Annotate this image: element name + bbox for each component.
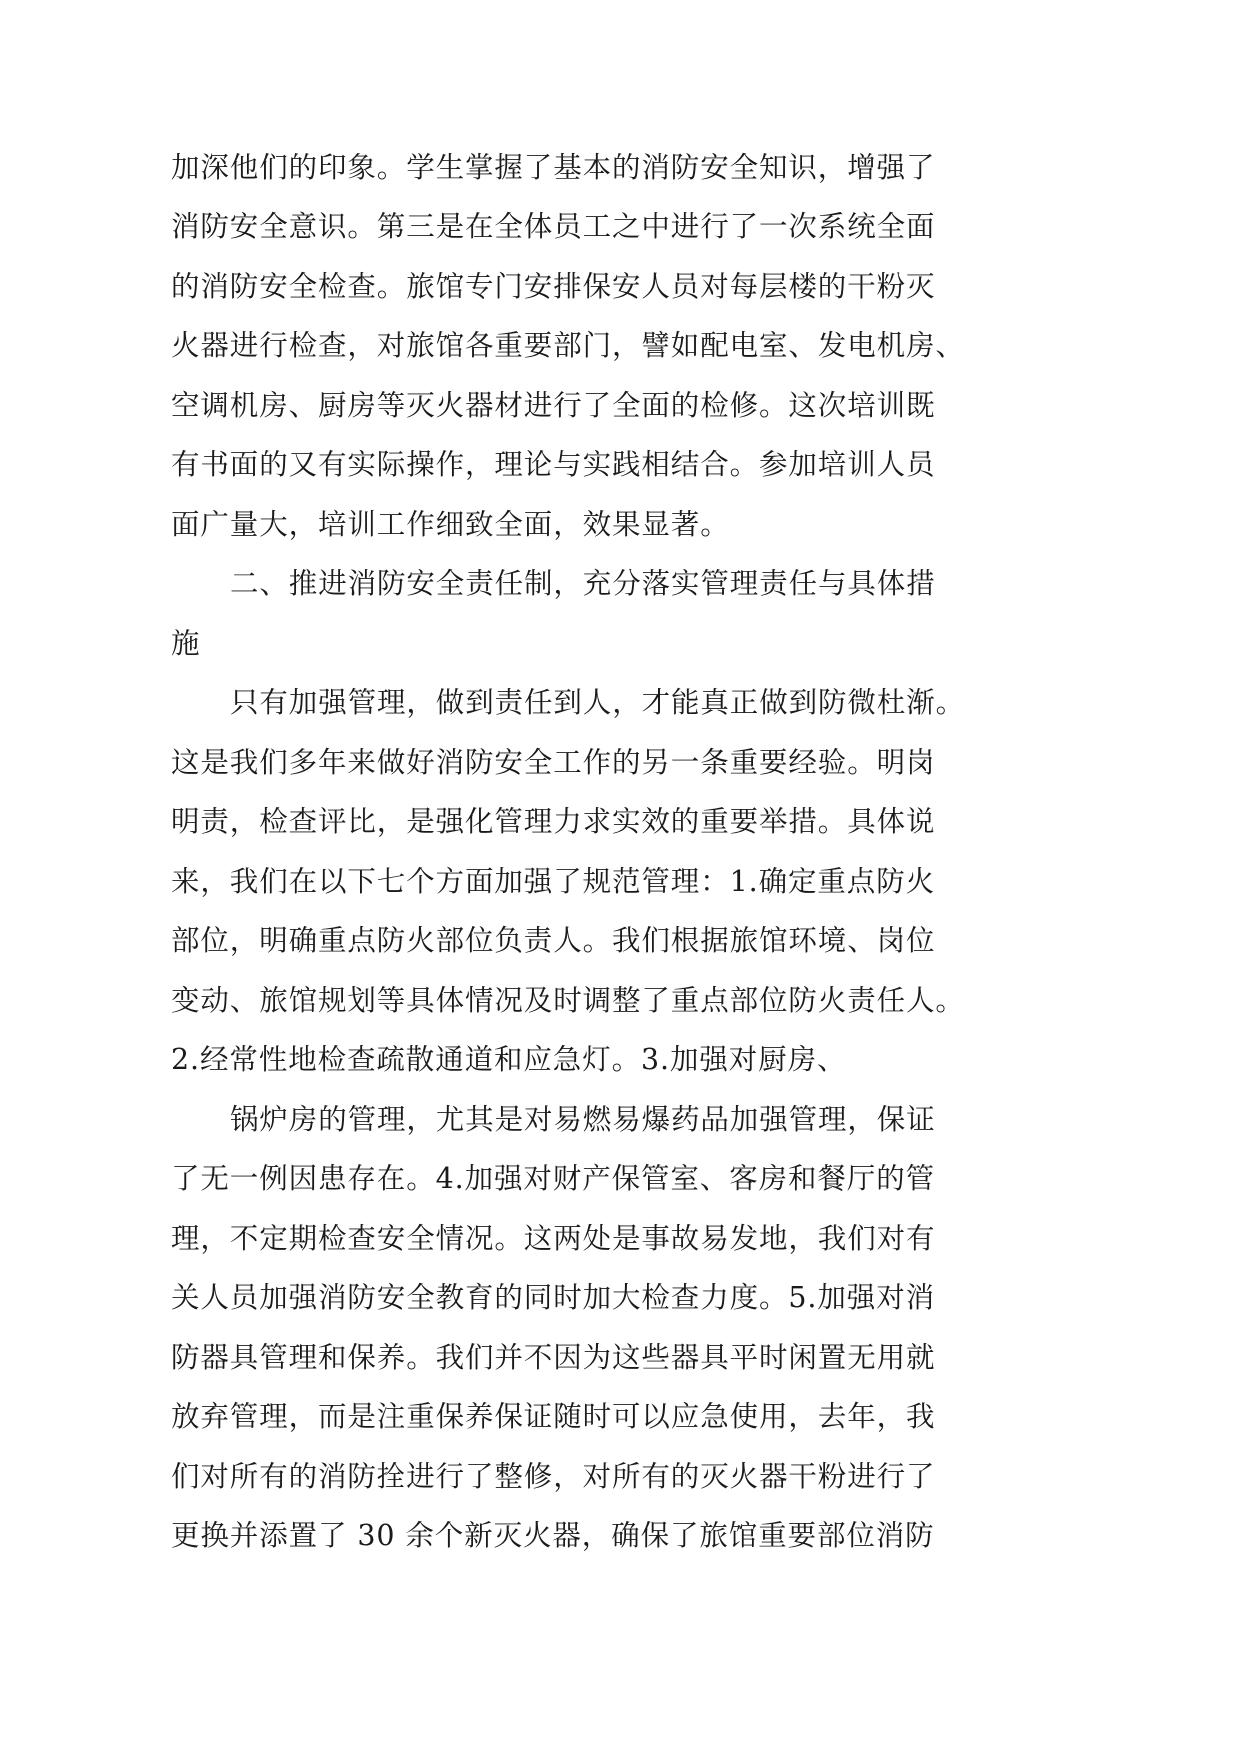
text-line: 面广量大，培训工作细致全面，效果显著。 bbox=[171, 508, 730, 541]
text-line: 更换并添置了 30 余个新灭火器，确保了旅馆重要部位消防 bbox=[171, 1519, 935, 1552]
text-line: 来，我们在以下七个方面加强了规范管理：1.确定重点防火 bbox=[171, 865, 935, 898]
section-heading-line: 施 bbox=[171, 627, 201, 660]
text-line: 了无一例因患存在。4.加强对财产保管室、客房和餐厅的管 bbox=[171, 1162, 935, 1195]
text-line: 理，不定期检查安全情况。这两处是事故易发地，我们对有 bbox=[171, 1222, 936, 1255]
text-line: 这是我们多年来做好消防安全工作的另一条重要经验。明岗 bbox=[171, 746, 936, 779]
text-line: 空调机房、厨房等灭火器材进行了全面的检修。这次培训既 bbox=[171, 389, 936, 422]
text-line: 加深他们的印象。学生掌握了基本的消防安全知识，增强了 bbox=[171, 151, 936, 184]
text-line: 们对所有的消防拴进行了整修，对所有的灭火器干粉进行了 bbox=[171, 1460, 936, 1493]
text-line: 变动、旅馆规划等具体情况及时调整了重点部位防火责任人。 bbox=[171, 984, 965, 1017]
text-line: 锅炉房的管理，尤其是对易燃易爆药品加强管理，保证 bbox=[230, 1103, 936, 1136]
text-line: 关人员加强消防安全教育的同时加大检查力度。5.加强对消 bbox=[171, 1281, 935, 1314]
text-line: 只有加强管理，做到责任到人，才能真正做到防微杜渐。 bbox=[230, 686, 966, 719]
text-line: 部位，明确重点防火部位负责人。我们根据旅馆环境、岗位 bbox=[171, 924, 936, 957]
text-line: 的消防安全检查。旅馆专门安排保安人员对每层楼的干粉灭 bbox=[171, 270, 936, 303]
text-line: 火器进行检查，对旅馆各重要部门，譬如配电室、发电机房、 bbox=[171, 329, 965, 362]
text-line: 明责，检查评比，是强化管理力求实效的重要举措。具体说 bbox=[171, 805, 936, 838]
text-line: 消防安全意识。第三是在全体员工之中进行了一次系统全面 bbox=[171, 210, 936, 243]
section-heading-line: 二、推进消防安全责任制，充分落实管理责任与具体措 bbox=[230, 567, 936, 600]
text-line: 放弃管理，而是注重保养保证随时可以应急使用，去年，我 bbox=[171, 1400, 936, 1433]
text-line: 2.经常性地检查疏散通道和应急灯。3.加强对厨房、 bbox=[171, 1043, 847, 1076]
text-line: 有书面的又有实际操作，理论与实践相结合。参加培训人员 bbox=[171, 448, 936, 481]
text-line: 防器具管理和保养。我们并不因为这些器具平时闲置无用就 bbox=[171, 1341, 936, 1374]
